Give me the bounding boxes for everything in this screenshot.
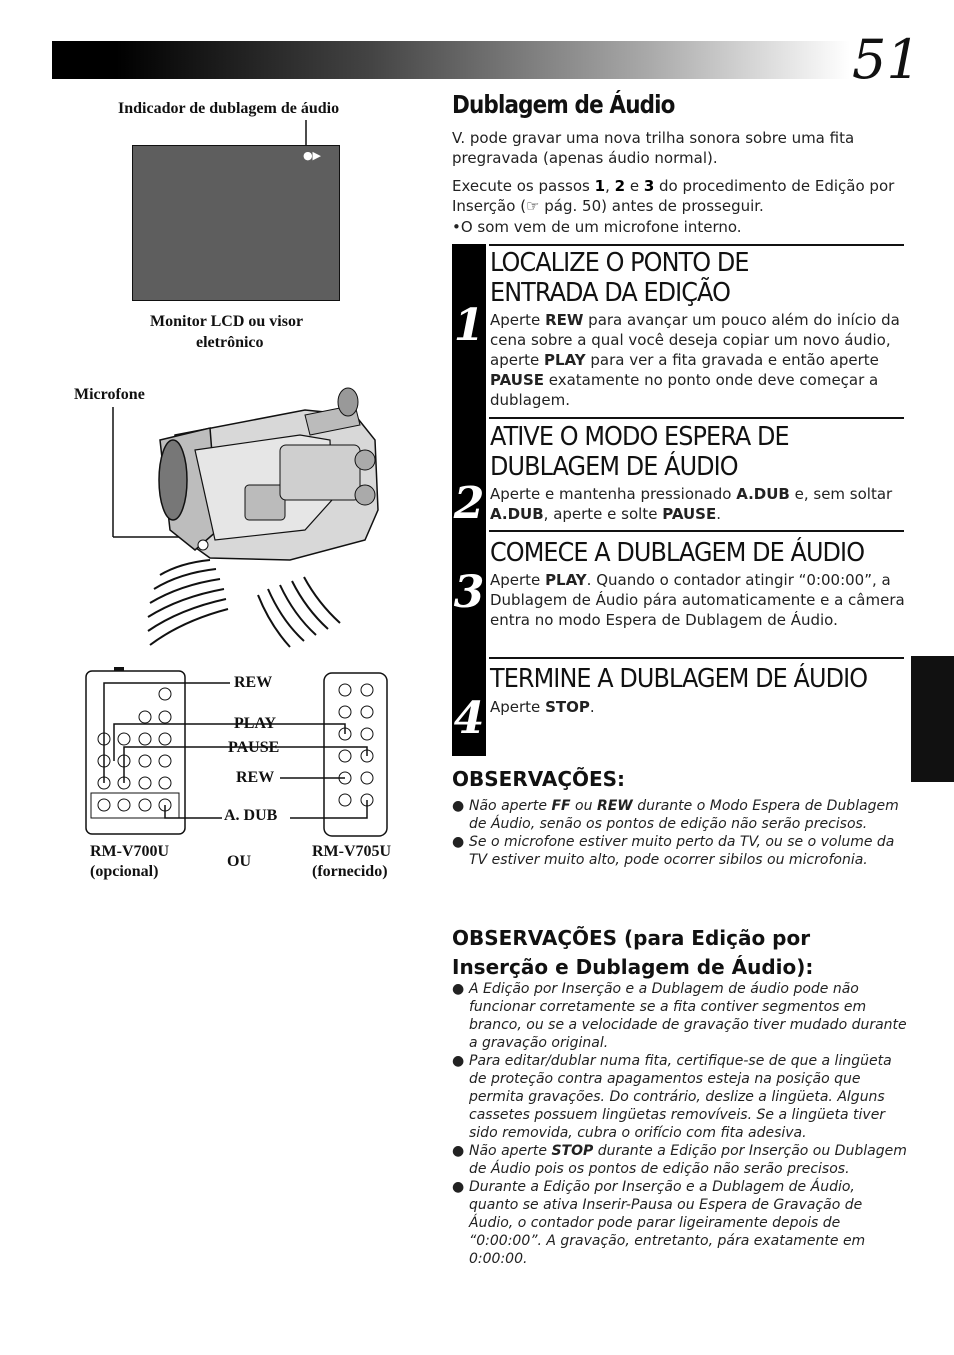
step-3-number: 3	[453, 567, 485, 618]
intro-steps-paragraph: Execute os passos 1, 2 e 3 do procedimento de Edição por Inserção (☞ pág. 50) antes de prosseguir.	[452, 177, 895, 215]
list-item: ● Se o microfone estiver muito perto da TV, ou se o volume da TV estiver muito alto, pode ocorrer sibilos ou microfonia.	[452, 834, 895, 868]
step-2-rule	[489, 417, 904, 419]
bullet-icon: ●	[452, 1053, 465, 1069]
list-item: ● Não aperte STOP durante a Edição por Inserção ou Dublagem de Áudio pois os pontos de edição não serão precisos.	[452, 1143, 907, 1177]
notes2-list	[452, 980, 908, 1268]
step-2-number: 2	[453, 478, 485, 529]
play-label: PLAY	[234, 715, 277, 732]
microphone-label: Microfone	[74, 386, 145, 403]
step-2-title-line2: DUBLAGEM DE ÁUDIO	[490, 452, 738, 482]
notes2-heading: OBSERVAÇÕES (para Edição por Inserção e Dublagem de Áudio):	[452, 926, 814, 979]
step-2-text: Aperte e mantenha pressionado A.DUB e, sem soltar A.DUB, aperte e solte PAUSE.	[490, 485, 893, 523]
step-1-title-line1: LOCALIZE O PONTO DE	[490, 248, 749, 278]
step-1-rule	[489, 244, 904, 246]
step-4-rule	[489, 657, 904, 659]
step-3-rule	[489, 530, 904, 532]
lcd-indicator-caption: Indicador de dublagem de áudio	[118, 100, 340, 117]
rew-label-bottom: REW	[236, 769, 275, 786]
list-item: ● Não aperte FF ou REW durante o Modo Espera de Dublagem de Áudio, senão os pontos de edição não serão precisos.	[452, 798, 899, 832]
lcd-caption-line2: eletrônico	[196, 334, 264, 351]
remote-left-note: (opcional)	[90, 863, 159, 880]
intro-note: •O som vem de um microfone interno.	[452, 218, 742, 236]
notes-list	[452, 797, 908, 869]
page-number: 51	[852, 28, 921, 91]
bullet-icon: ●	[452, 834, 465, 850]
bullet-icon: ●	[452, 981, 465, 997]
intro-paragraph: V. pode gravar uma nova trilha sonora sobre uma fita pregravada (apenas áudio normal).	[452, 129, 855, 167]
list-item: ● A Edição por Inserção e a Dublagem de áudio pode não funcionar corretamente se a fita contiver segmentos em branco, ou se a velocidade de gravação tiver mudado durante a gravação original.	[452, 981, 907, 1051]
step-4-number: 4	[453, 693, 485, 744]
step-1-number: 1	[453, 300, 485, 351]
lcd-caption-line1: Monitor LCD ou visor	[150, 313, 304, 330]
step-4-title: TERMINE A DUBLAGEM DE ÁUDIO	[490, 664, 868, 694]
step-4-text: Aperte STOP.	[490, 698, 595, 716]
remote-right-note: (fornecido)	[312, 863, 388, 880]
list-item: ● Durante a Edição por Inserção e a Dublagem de Áudio, quanto se ativa Inserir-Pausa ou Espera de Gravação de Áudio, o contador pode parar ligeiramente depois de “0:00:00”. A gravação, entretanto, pára exatamente em 0:00:00.	[452, 1179, 866, 1267]
list-item: ● Para editar/dublar numa fita, certifique-se de que a lingüeta de proteção contra apagamentos esteja na posição que permita gravações. Do contrário, deslize a lingüeta. Alguns cassetes possuem lingüetas removíveis. Se a lingüeta tiver sido removida, cubra o orifício com fita adesiva.	[452, 1053, 892, 1141]
remote-right-model: RM-V705U	[312, 843, 392, 860]
step-1-title-line2: ENTRADA DA EDIÇÃO	[490, 278, 730, 308]
hand-pointer-icon: ☞	[526, 197, 540, 215]
pause-label: PAUSE	[228, 739, 280, 756]
adub-label: A. DUB	[224, 807, 278, 824]
audio-dub-indicator-icon: ●▶	[302, 149, 321, 162]
remote-left-model: RM-V700U	[90, 843, 170, 860]
step-3-title: COMECE A DUBLAGEM DE ÁUDIO	[490, 538, 865, 568]
step-3-text: Aperte PLAY. Quando o contador atingir “0:00:00”, a Dublagem de Áudio pára automaticamente e a câmera entra no modo Espera de Dublagem de Áudio.	[490, 571, 905, 629]
or-label: OU	[227, 853, 251, 870]
rew-label-top: REW	[234, 674, 273, 691]
step-1-text: Aperte REW para avançar um pouco além do início da cena sobre a qual você deseja copiar um novo áudio, aperte PLAY para ver a fita gravada e então aperte PAUSE exatamente no ponto onde deve começar a dublagem.	[490, 311, 900, 409]
bullet-icon: ●	[452, 1143, 465, 1159]
notes-heading: OBSERVAÇÕES:	[452, 767, 626, 791]
bullet-icon: ●	[452, 798, 465, 814]
bullet-icon: ●	[452, 1179, 465, 1195]
step-2-title-line1: ATIVE O MODO ESPERA DE	[490, 422, 789, 452]
section-title: Dublagem de Áudio	[452, 90, 675, 119]
